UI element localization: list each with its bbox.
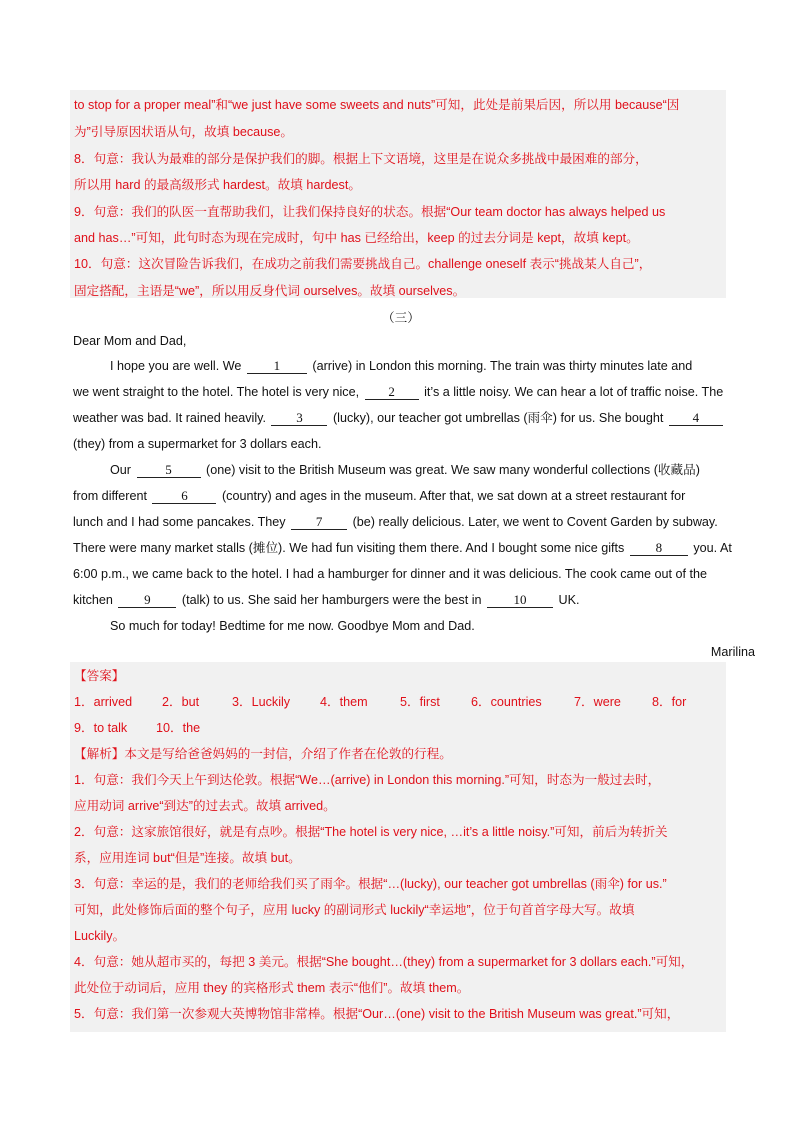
blank-8[interactable]: 8 [630, 541, 688, 556]
text: kitchen [73, 593, 113, 607]
analysis-line-6: 3．句意：幸运的是，我们的老师给我们买了雨伞。根据“…(lucky), our teacher got umbrellas (雨伞) for us.” [74, 877, 667, 891]
passage-line-11: So much for today! Bedtime for me now. Goodbye Mom and Dad. [110, 619, 475, 633]
answer-header: 【答案】 [74, 669, 125, 683]
blank-5[interactable]: 5 [137, 463, 201, 478]
text: (one) visit to the British Museum was great. We saw many wonderful collections (收藏品) [206, 463, 700, 477]
answer-3: 3．Luckily [232, 695, 291, 709]
passage-line-4: (they) from a supermarket for 3 dollars each. [73, 437, 322, 451]
text: weather was bad. It rained heavily. [73, 411, 266, 425]
passage-line-1 [110, 358, 692, 374]
text: I hope you are well. We [110, 359, 242, 373]
text: UK. [558, 593, 580, 607]
blank-2[interactable]: 2 [365, 385, 419, 400]
answer-7: 7．were [574, 695, 621, 709]
answer-1: 1．arrived [74, 695, 133, 709]
greeting: Dear Mom and Dad, [73, 334, 187, 348]
answer-5: 5．first [400, 695, 440, 709]
top-line-5: 9．句意：我们的队医一直帮助我们，让我们保持良好的状态。根据“Our team doctor has always helped us [74, 205, 666, 219]
text: (talk) to us. She said her hamburgers were the best in [181, 593, 482, 607]
analysis-line-8: Luckily。 [74, 929, 126, 943]
passage-line-7 [73, 514, 718, 530]
answer-10: 10．the [156, 721, 201, 735]
text: (arrive) in London this morning. The train was thirty minutes late and [312, 359, 693, 373]
analysis-line-10: 此处位于动词后，应用 they 的宾格形式 them 表示“他们”。故填 them。 [74, 981, 470, 995]
text: it’s a little noisy. We can hear a lot of traffic noise. The [424, 385, 724, 399]
answer-6: 6．countries [471, 695, 542, 709]
text: you. At [693, 541, 732, 555]
answer-4: 4．them [320, 695, 368, 709]
blank-7[interactable]: 7 [291, 515, 347, 530]
passage-line-2 [73, 384, 723, 400]
blank-10[interactable]: 10 [487, 593, 553, 608]
top-line-1: to stop for a proper meal”和“we just have some sweets and nuts”可知，此处是前果后因，所以用 because“因 [74, 98, 680, 112]
signature: Marilina [710, 645, 755, 659]
analysis-line-11: 5．句意：我们第一次参观大英博物馆非常棒。根据“Our…(one) visit to the British Museum was great.”可知， [74, 1007, 680, 1021]
analysis-line-2: 1．句意：我们今天上午到达伦敦。根据“We…(arrive) in London this morning.”可知，时态为一般过去时， [74, 773, 661, 787]
blank-6[interactable]: 6 [152, 489, 216, 504]
answer-2: 2．but [162, 695, 200, 709]
top-line-3: 8．句意：我认为最难的部分是保护我们的脚。根据上下文语境，这里是在说众多挑战中最困难的部分， [74, 152, 648, 166]
text: (lucky), our teacher got umbrellas (雨伞) for us. She bought [332, 411, 664, 425]
top-line-4: 所以用 hard 的最高级形式 hardest。故填 hardest。 [74, 178, 361, 192]
text: (be) really delicious. Later, we went to Covent Garden by subway. [352, 515, 718, 529]
blank-1[interactable]: 1 [247, 359, 307, 374]
blank-3[interactable]: 3 [271, 411, 327, 426]
passage-line-3 [73, 410, 725, 426]
passage-line-5 [110, 462, 700, 478]
section-title: （三） [382, 311, 420, 325]
passage-line-6 [73, 488, 685, 504]
passage-line-8 [73, 540, 732, 556]
text: lunch and I had some pancakes. They [73, 515, 286, 529]
analysis-line-5: 系，应用连词 but“但是”连接。故填 but。 [74, 851, 301, 865]
top-line-6: and has…”可知，此句时态为现在完成时，句中 has 已经给出，keep 的过去分词是 kept，故填 kept。 [74, 231, 639, 245]
top-line-2: 为”引导原因状语从句，故填 because。 [74, 125, 294, 139]
text: from different [73, 489, 147, 503]
analysis-line-4: 2．句意：这家旅馆很好，就是有点吵。根据“The hotel is very nice, …it’s a little noisy.”可知，前后为转折关 [74, 825, 668, 839]
text: Our [110, 463, 131, 477]
blank-4[interactable]: 4 [669, 411, 723, 426]
text: (country) and ages in the museum. After that, we sat down at a street restaurant for [221, 489, 686, 503]
analysis-line-1: 【解析】本文是写给爸爸妈妈的一封信，介绍了作者在伦敦的行程。 [74, 747, 452, 761]
text: There were many market stalls (摊位). We had fun visiting them there. And I bought some nice gifts [73, 541, 625, 555]
top-line-7: 10．句意：这次冒险告诉我们，在成功之前我们需要挑战自己。challenge oneself 表示“挑战某人自己”， [74, 257, 652, 271]
answer-block [70, 662, 726, 1032]
passage-line-10 [73, 592, 580, 608]
blank-9[interactable]: 9 [118, 593, 176, 608]
analysis-line-9: 4．句意：她从超市买的，每把 3 美元。根据“She bought…(they) from a supermarket for 3 dollars each.”可知， [74, 955, 694, 969]
analysis-line-7: 可知，此处修饰后面的整个句子，应用 lucky 的副词形式 luckily“幸运地”，位于句首首字母大写。故填 [74, 903, 635, 917]
analysis-line-3: 应用动词 arrive“到达”的过去式。故填 arrived。 [74, 799, 336, 813]
text: we went straight to the hotel. The hotel is very nice, [73, 385, 360, 399]
answer-9: 9．to talk [74, 721, 128, 735]
answer-8: 8．for [652, 695, 687, 709]
top-line-8: 固定搭配，主语是“we”，所以用反身代词 ourselves。故填 ourselves。 [74, 284, 466, 298]
passage-line-9: 6:00 p.m., we came back to the hotel. I had a hamburger for dinner and it was delicious. The cook came out of the [73, 567, 708, 581]
